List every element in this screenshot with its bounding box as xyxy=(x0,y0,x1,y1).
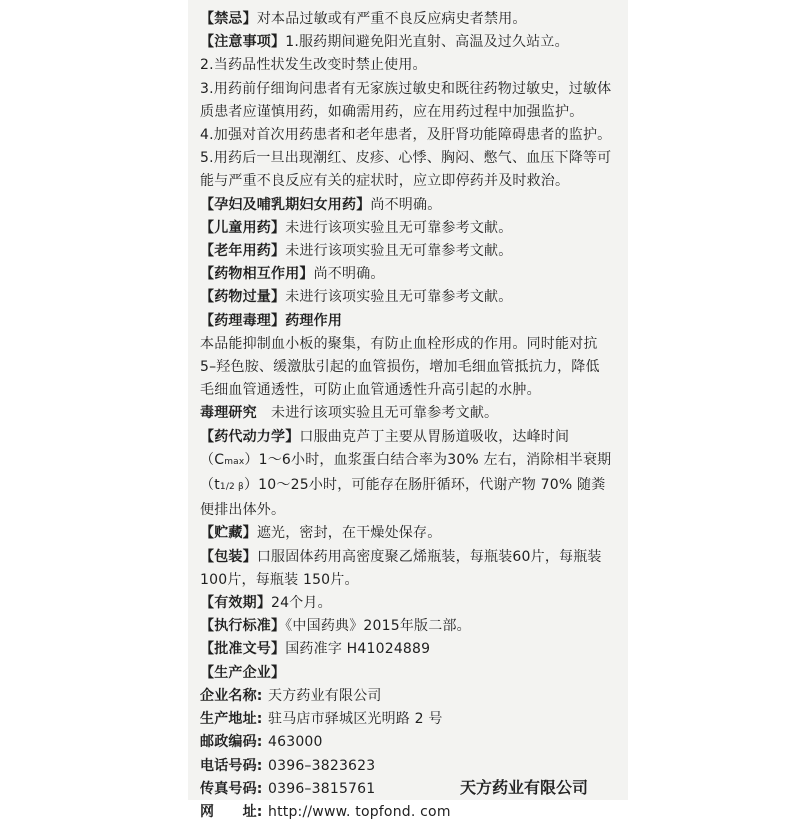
children-label: 【 儿童用药 】 xyxy=(200,220,285,236)
manufacturer-value: 0396–3815761 xyxy=(268,780,376,797)
precautions-item-3: 3.用药前仔细询问患者有无家族过敏史和既往药物过敏史，过敏体质患者应谨慎用药，如确需用药，应在用药过程中加强监护。 xyxy=(200,80,612,120)
manufacturer-heading xyxy=(200,662,612,685)
precautions-item-1: 1.服药期间避免阳光直射、高温及过久站立。 xyxy=(285,34,569,51)
validity-label: 【 有效期 】 xyxy=(200,595,271,611)
manufacturer-value: 驻马店市驿城区光明路 2 号 xyxy=(268,711,443,728)
manufacturer-key: 企业名称: xyxy=(200,687,263,704)
pk-text-b: ）1～6小时，血浆蛋白结合率为30% 左右，消除相半衰期（t xyxy=(200,451,612,494)
validity-text: 24个月。 xyxy=(271,595,332,612)
pk-sub-half-life: 1/2 β xyxy=(219,482,244,493)
package-insert-sheet xyxy=(188,0,628,820)
pharmacology-heading xyxy=(200,310,612,333)
toxicology-label: 毒理研究 xyxy=(200,405,257,422)
approval-para xyxy=(200,638,612,661)
interactions-label: 【 药物相互作用 】 xyxy=(200,266,314,282)
children-text: 未进行该项实验且无可靠参考文献。 xyxy=(285,219,513,236)
website-link: http://www. topfond. com xyxy=(268,803,451,820)
pharmacology-label: 【 药理毒理 】 xyxy=(200,313,285,329)
manufacturer-value: 463000 xyxy=(268,734,323,751)
pharmacology-subhead: 药理作用 xyxy=(285,312,343,329)
approval-text: 国药准字 H41024889 xyxy=(285,641,431,658)
storage-para xyxy=(200,522,612,545)
validity-para xyxy=(200,592,612,615)
precautions-para xyxy=(200,31,612,54)
overdose-label: 【 药物过量 】 xyxy=(200,289,285,305)
manufacturer-row xyxy=(200,708,612,731)
insert-content xyxy=(200,8,612,824)
interactions-para xyxy=(200,263,612,286)
precautions-item-2: 2.当药品性状发生改变时禁止使用。 xyxy=(200,57,427,74)
toxicology-text: 未进行该项实验且无可靠参考文献。 xyxy=(271,405,499,422)
pk-text-c: ）10～25小时，可能存在肠肝循环，代谢产物 70% 随粪便排出体外。 xyxy=(200,477,606,519)
contraindications-label: 【 禁忌 】 xyxy=(200,11,257,27)
manufacturer-row xyxy=(200,731,612,754)
elderly-text: 未进行该项实验且无可靠参考文献。 xyxy=(285,243,513,260)
standard-para xyxy=(200,615,612,638)
package-text: 口服固体药用高密度聚乙烯瓶装，每瓶装60片，每瓶装100片，每瓶装 150片。 xyxy=(200,548,602,588)
children-para xyxy=(200,217,612,240)
contraindications-text: 对本品过敏或有严重不良反应病史者禁用。 xyxy=(256,11,527,27)
precautions-item-5: 5.用药后一旦出现潮红、皮疹、心悸、胸闷、憋气、血压下降等可能与严重不良反应有关的症状时，应立即停药并及时救治。 xyxy=(200,150,612,190)
pregnancy-text: 尚不明确。 xyxy=(370,196,442,213)
manufacturer-key: 传真号码: xyxy=(200,780,263,797)
precautions-item-4: 4.加强对首次用药患者和老年患者，及肝肾功能障碍患者的监护。 xyxy=(200,127,612,144)
pk-sub-cmax: max xyxy=(224,456,245,467)
pregnancy-para xyxy=(200,194,612,217)
pk-para xyxy=(200,426,612,523)
manufacturer-row xyxy=(200,685,612,708)
manufacturer-key: 电话号码: xyxy=(200,757,263,774)
contraindications-para xyxy=(200,8,612,31)
toxicology-para xyxy=(200,402,612,425)
standard-text: 《中国药典》2015年版二部。 xyxy=(285,618,471,635)
footer-company-name: 天方药业有限公司 xyxy=(459,778,588,797)
overdose-text: 未进行该项实验且无可靠参考文献。 xyxy=(285,289,513,306)
manufacturer-row xyxy=(200,801,612,824)
manufacturer-key: 网 址: xyxy=(200,803,263,820)
package-para xyxy=(200,546,612,592)
overdose-para xyxy=(200,286,612,309)
approval-label: 【 批准文号 】 xyxy=(200,641,285,657)
manufacturer-value: 0396–3823623 xyxy=(268,757,376,774)
storage-label: 【 贮藏 】 xyxy=(200,525,257,541)
package-label: 【 包装 】 xyxy=(200,549,257,565)
interactions-text: 尚不明确。 xyxy=(313,266,385,283)
precautions-label: 【 注意事项 】 xyxy=(200,34,285,50)
manufacturer-label: 【 生产企业 】 xyxy=(200,665,285,681)
manufacturer-key: 生产地址: xyxy=(200,711,263,728)
pk-text-a: 口服曲克芦丁主要从胃肠道吸收，达峰时间（C xyxy=(200,428,570,468)
pregnancy-label: 【 孕妇及哺乳期妇女用药 】 xyxy=(200,197,370,213)
pk-label: 【 药代动力学 】 xyxy=(200,429,299,445)
pharmacology-text: 本品能抑制血小板的聚集，有防止血栓形成的作用。同时能对抗5–羟色胺、缓激肽引起的血管损伤，增加毛细血管抵抗力，降低毛细血管通透性，可防止血管通透性升高引起的水肿。 xyxy=(200,335,600,399)
elderly-label: 【 老年用药 】 xyxy=(200,243,285,259)
manufacturer-key: 邮政编码: xyxy=(200,734,263,751)
elderly-para xyxy=(200,240,612,263)
standard-label: 【 执行标准 】 xyxy=(200,618,285,634)
storage-text: 遮光，密封，在干燥处保存。 xyxy=(256,525,442,542)
manufacturer-value: 天方药业有限公司 xyxy=(268,687,382,704)
